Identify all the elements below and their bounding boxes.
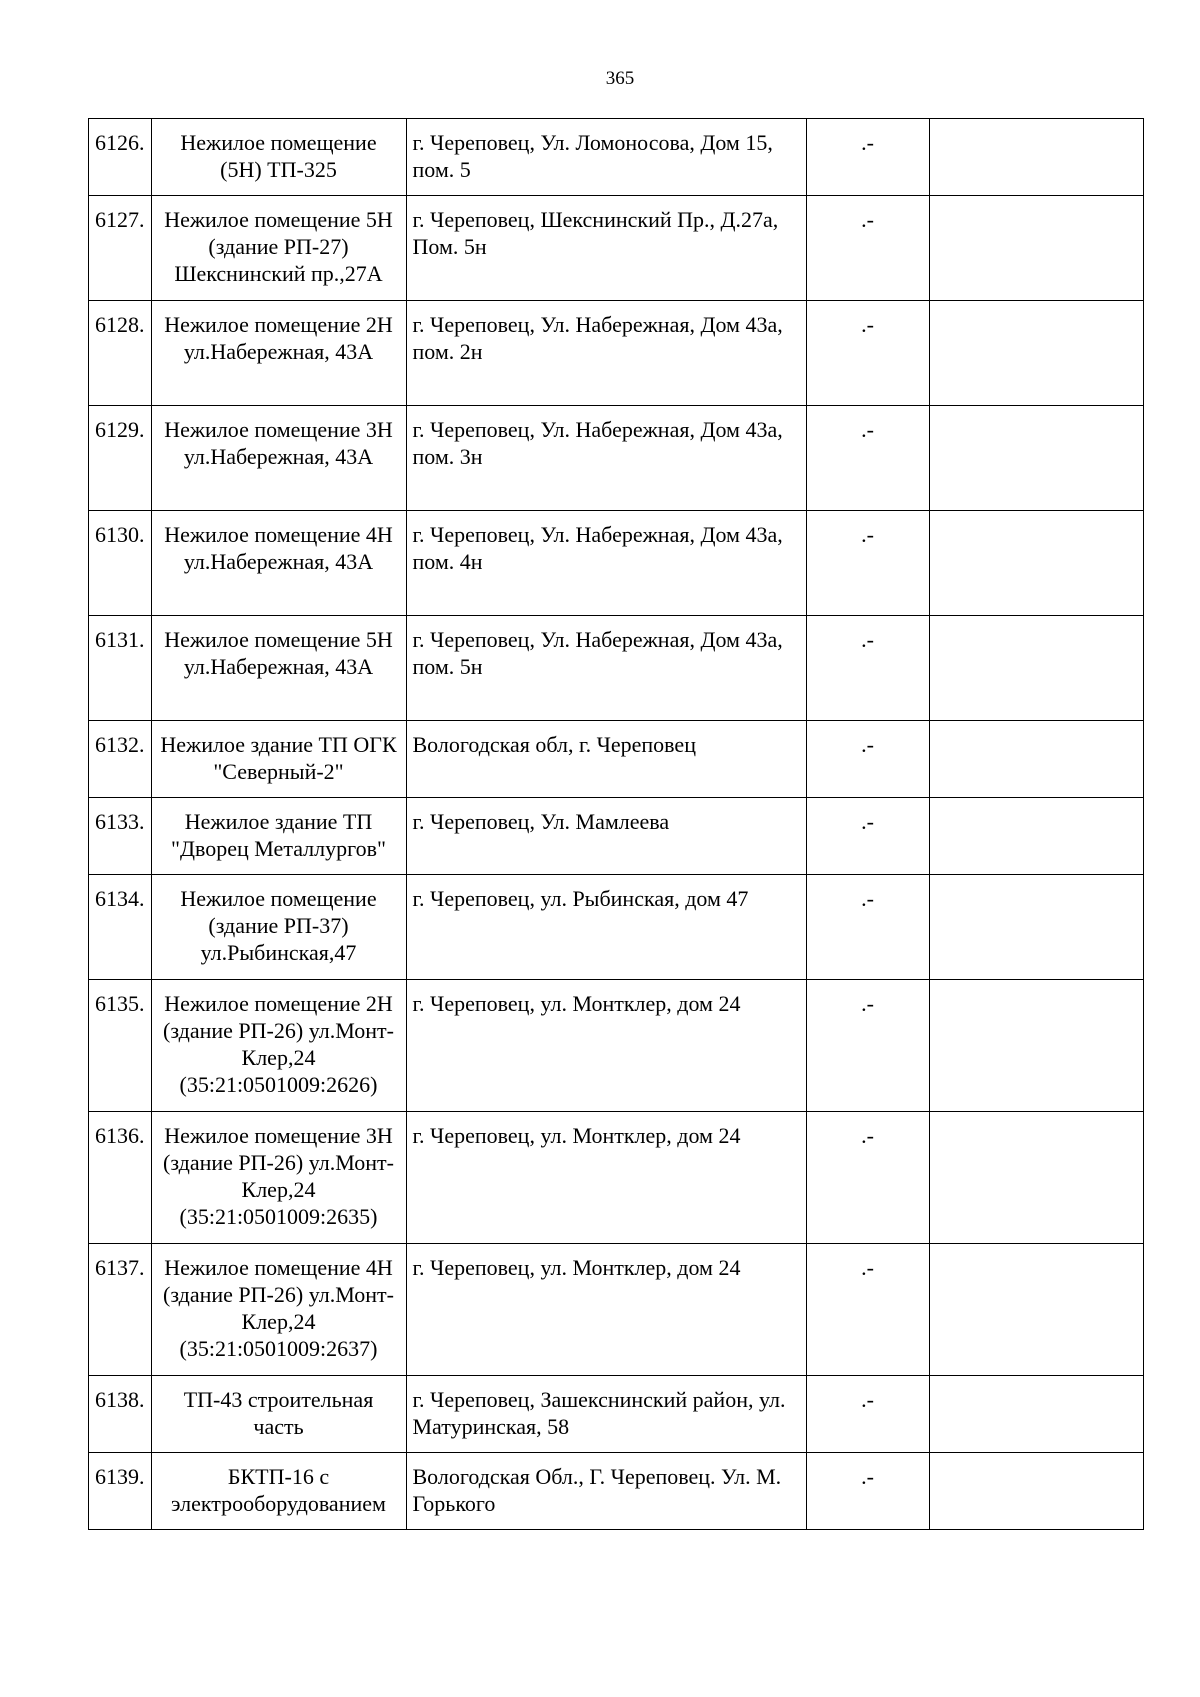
table-row [89,511,1144,616]
object-mark: .- [806,1376,929,1453]
row-number: 6129. [89,406,152,511]
object-name: Нежилое помещение 4Н ул.Набережная, 43А [151,511,406,616]
page-number: 365 [605,68,635,89]
table-row [89,1453,1144,1530]
empty-cell [929,721,1143,798]
object-address: г. Череповец, ул. Монтклер, дом 24 [406,1112,806,1244]
object-mark: .- [806,196,929,301]
object-address: г. Череповец, ул. Рыбинская, дом 47 [406,875,806,980]
object-mark: .- [806,875,929,980]
object-mark: .- [806,980,929,1112]
row-number: 6133. [89,798,152,875]
object-name: Нежилое здание ТП ОГК "Северный-2" [151,721,406,798]
object-mark: .- [806,301,929,406]
row-number: 6126. [89,119,152,196]
object-address: г. Череповец, Шекснинский Пр., Д.27а, Пом. 5н [406,196,806,301]
object-name: БКТП-16 с электрооборудованием [151,1453,406,1530]
row-number: 6136. [89,1112,152,1244]
object-mark: .- [806,1112,929,1244]
row-number: 6128. [89,301,152,406]
row-number: 6132. [89,721,152,798]
object-address: г. Череповец, Ул. Набережная, Дом 43а, пом. 2н [406,301,806,406]
table-row [89,1376,1144,1453]
object-mark: .- [806,1244,929,1376]
empty-cell [929,875,1143,980]
object-name: Нежилое помещение 2Н (здание РП-26) ул.Монт-Клер,24 (35:21:0501009:2626) [151,980,406,1112]
object-mark: .- [806,616,929,721]
empty-cell [929,980,1143,1112]
object-name: Нежилое помещение (здание РП-37) ул.Рыбинская,47 [151,875,406,980]
empty-cell [929,1112,1143,1244]
table-row [89,406,1144,511]
object-mark: .- [806,1453,929,1530]
object-name: ТП-43 строительная часть [151,1376,406,1453]
object-name: Нежилое помещение 3Н (здание РП-26) ул.Монт-Клер,24 (35:21:0501009:2635) [151,1112,406,1244]
object-mark: .- [806,406,929,511]
row-number: 6139. [89,1453,152,1530]
row-number: 6137. [89,1244,152,1376]
object-address: г. Череповец, ул. Монтклер, дом 24 [406,1244,806,1376]
row-number: 6134. [89,875,152,980]
object-address: г. Череповец, ул. Монтклер, дом 24 [406,980,806,1112]
empty-cell [929,196,1143,301]
object-mark: .- [806,511,929,616]
table-row [89,1112,1144,1244]
table-row [89,798,1144,875]
empty-cell [929,511,1143,616]
property-table [88,118,1144,1530]
object-address: г. Череповец, Ул. Набережная, Дом 43а, пом. 5н [406,616,806,721]
object-name: Нежилое здание ТП "Дворец Металлургов" [151,798,406,875]
empty-cell [929,301,1143,406]
object-mark: .- [806,721,929,798]
table-row [89,616,1144,721]
table-row [89,980,1144,1112]
object-address: г. Череповец, Ул. Набережная, Дом 43а, пом. 3н [406,406,806,511]
object-name: Нежилое помещение 5Н ул.Набережная, 43А [151,616,406,721]
table-row [89,301,1144,406]
row-number: 6130. [89,511,152,616]
empty-cell [929,616,1143,721]
table-row [89,1244,1144,1376]
object-address: г. Череповец, Ул. Мамлеева [406,798,806,875]
object-address: г. Череповец, Ул. Набережная, Дом 43а, пом. 4н [406,511,806,616]
table-row [89,196,1144,301]
object-name: Нежилое помещение (5Н) ТП-325 [151,119,406,196]
object-address: Вологодская Обл., Г. Череповец. Ул. М. Горького [406,1453,806,1530]
empty-cell [929,798,1143,875]
object-address: Вологодская обл, г. Череповец [406,721,806,798]
object-mark: .- [806,119,929,196]
row-number: 6131. [89,616,152,721]
empty-cell [929,1244,1143,1376]
row-number: 6127. [89,196,152,301]
table-row [89,119,1144,196]
object-mark: .- [806,798,929,875]
empty-cell [929,119,1143,196]
empty-cell [929,406,1143,511]
object-name: Нежилое помещение 3Н ул.Набережная, 43А [151,406,406,511]
object-name: Нежилое помещение 4Н (здание РП-26) ул.Монт-Клер,24 (35:21:0501009:2637) [151,1244,406,1376]
object-name: Нежилое помещение 5Н (здание РП-27) Шекснинский пр.,27А [151,196,406,301]
object-address: г. Череповец, Ул. Ломоносова, Дом 15, пом. 5 [406,119,806,196]
row-number: 6135. [89,980,152,1112]
empty-cell [929,1453,1143,1530]
empty-cell [929,1376,1143,1453]
object-name: Нежилое помещение 2Н ул.Набережная, 43А [151,301,406,406]
object-address: г. Череповец, Зашекснинский район, ул. Матуринская, 58 [406,1376,806,1453]
table-row [89,875,1144,980]
row-number: 6138. [89,1376,152,1453]
table-row [89,721,1144,798]
